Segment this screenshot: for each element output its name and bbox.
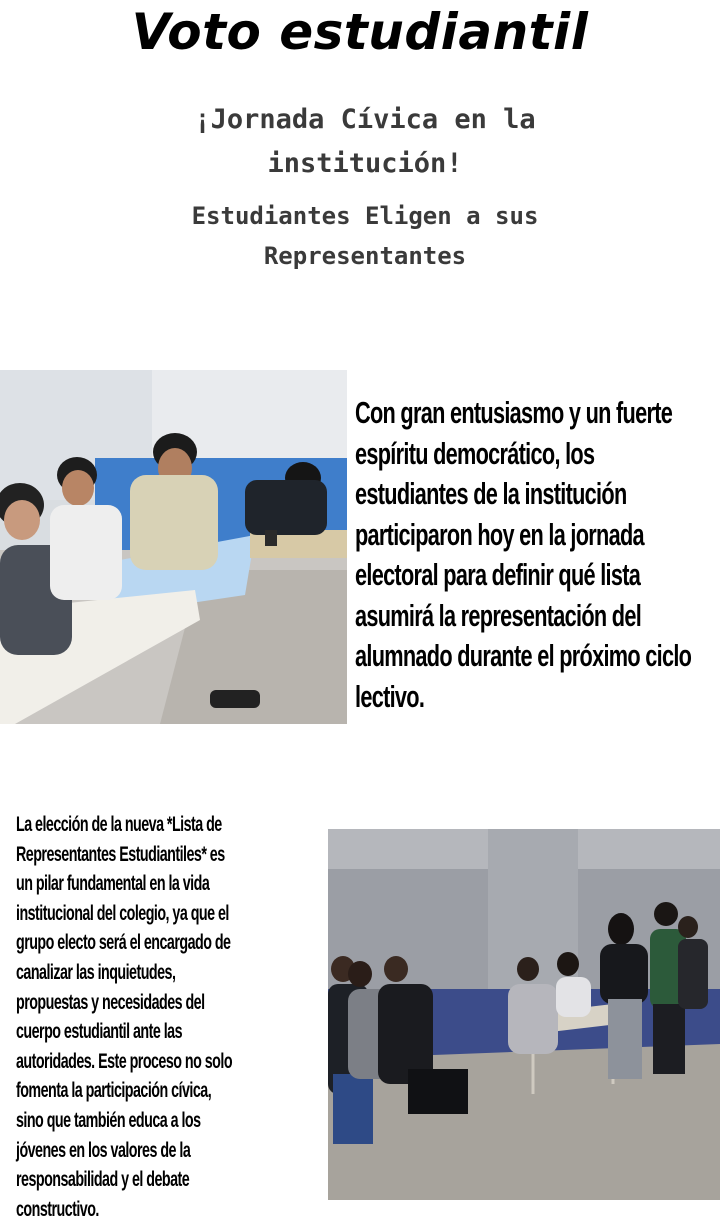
subtitle-secondary xyxy=(140,196,590,276)
subtitle-line: institución! xyxy=(267,148,463,179)
paragraph-line: espíritu democrático, los xyxy=(355,435,595,471)
voting-table-illustration xyxy=(328,829,720,1200)
intro-paragraph xyxy=(355,393,719,717)
paragraph-line: electoral para definir qué lista xyxy=(355,557,641,592)
subtitle-line: ¡Jornada Cívica en la xyxy=(194,104,536,135)
paragraph-line: lectivo. xyxy=(355,678,425,714)
paragraph-line: La elección de la nueva *Lista de xyxy=(16,812,222,836)
paragraph-line: jóvenes en los valores de la xyxy=(16,1137,191,1162)
paragraph-line: sino que también educa a los xyxy=(16,1107,201,1132)
paragraph-line: cuerpo estudiantil ante las xyxy=(16,1019,182,1044)
page-title: Voto estudiantil xyxy=(131,3,589,61)
election-paragraph xyxy=(16,810,295,1224)
paragraph-line: canalizar las inquietudes, xyxy=(16,959,176,984)
paragraph-line: propuestas y necesidades del xyxy=(16,989,205,1014)
paragraph-line: alumnado durante el próximo ciclo xyxy=(355,638,692,673)
paragraph-line: grupo electo será el encargado de xyxy=(16,930,231,955)
paragraph-line: estudiantes de la institución xyxy=(355,476,627,511)
classroom-students-photo xyxy=(0,370,347,724)
paragraph-line: institucional del colegio, ya que el xyxy=(16,900,229,925)
paragraph-line: Representantes Estudiantiles* es xyxy=(16,841,225,866)
paragraph-line: fomenta la participación cívica, xyxy=(16,1078,212,1103)
subtitle-line: Representantes xyxy=(263,242,467,270)
paragraph-line: constructivo. xyxy=(16,1196,99,1221)
paragraph-line: un pilar fundamental en la vida xyxy=(16,871,210,896)
voting-table-photo xyxy=(328,829,720,1200)
paragraph-line: participaron hoy en la jornada xyxy=(355,516,644,552)
paragraph-line: Con gran entusiasmo y un fuerte xyxy=(355,395,673,430)
classroom-students-illustration xyxy=(0,370,347,724)
subtitle-line: Estudiantes Eligen a sus xyxy=(191,202,539,230)
paragraph-line: asumirá la representación del xyxy=(355,597,642,633)
subtitle-headline xyxy=(120,98,610,186)
paragraph-line: autoridades. Este proceso no solo xyxy=(16,1048,233,1073)
paragraph-line: responsabilidad y el debate xyxy=(16,1167,190,1192)
